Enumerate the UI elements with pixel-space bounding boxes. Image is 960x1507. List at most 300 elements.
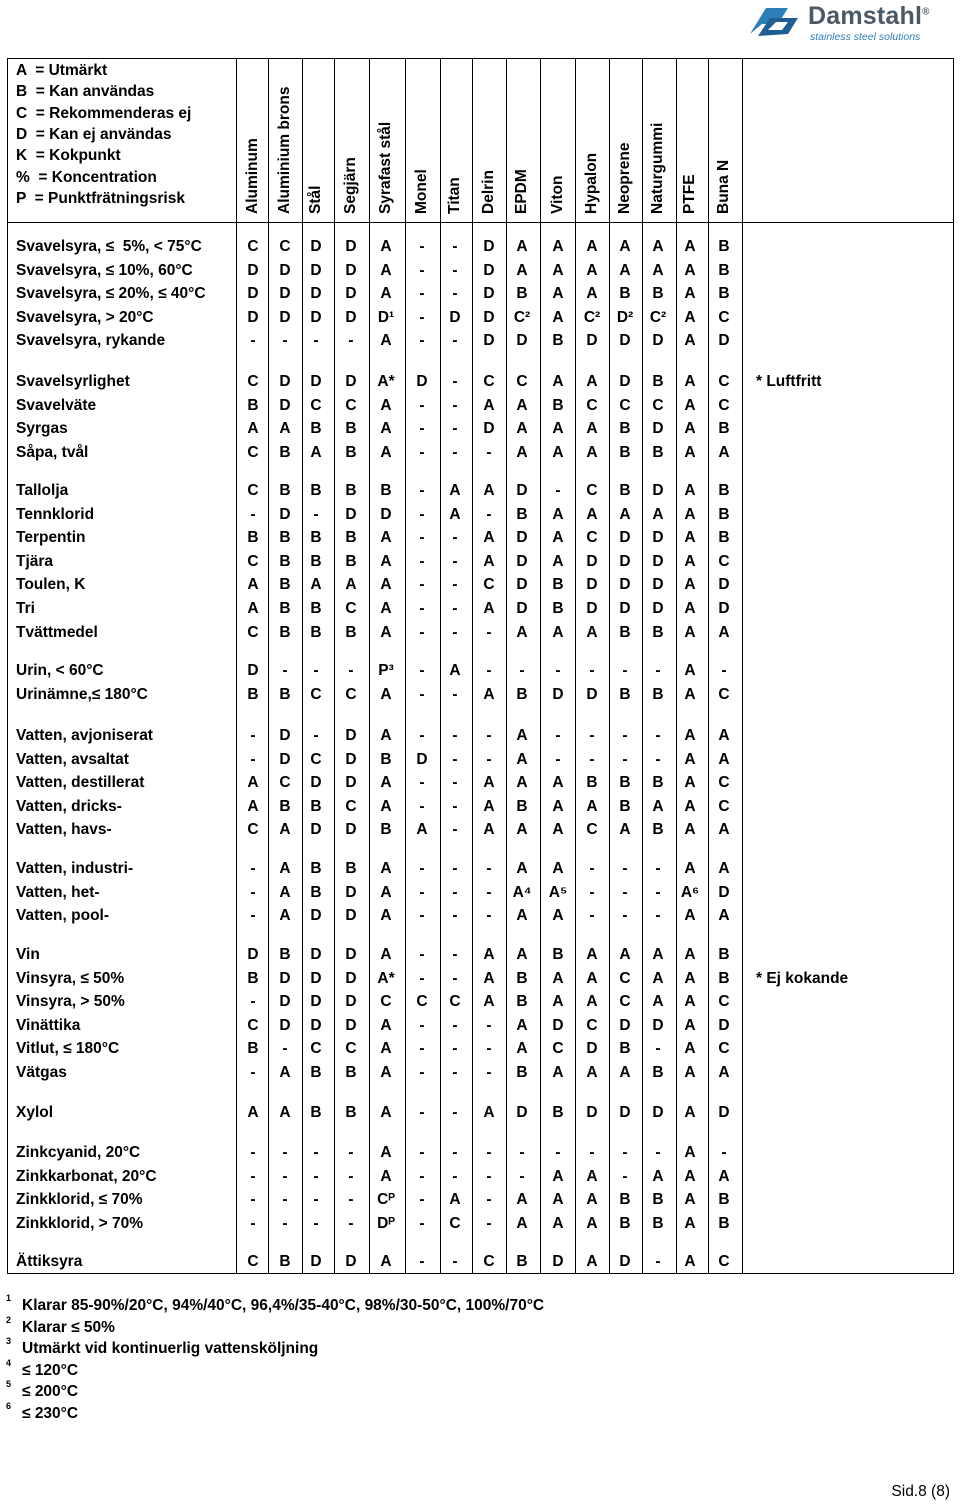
- table-cell: C: [718, 797, 730, 815]
- table-cell: B: [279, 946, 291, 963]
- table-cell: D: [247, 946, 259, 963]
- table-cell: D: [619, 332, 631, 350]
- table-cell: D: [619, 576, 631, 594]
- table-cell: -: [419, 332, 425, 350]
- table-cell: D: [652, 482, 664, 499]
- table-cell: -: [721, 1144, 727, 1161]
- table-cell: -: [419, 1253, 425, 1270]
- table-cell: D: [279, 396, 291, 414]
- table-cell: A: [718, 907, 730, 925]
- table-cell: A: [684, 662, 696, 679]
- table-cell: B: [552, 600, 564, 617]
- row-label: Toulen, K: [16, 576, 86, 594]
- table-cell: A: [586, 797, 598, 815]
- row-label: Urin, < 60°C: [16, 662, 104, 679]
- table-cell: A: [483, 993, 495, 1011]
- table-cell: A: [586, 443, 598, 461]
- table-cell: A: [279, 821, 291, 839]
- table-cell: D: [310, 774, 322, 792]
- table-cell: A: [380, 1016, 392, 1034]
- table-cell: B: [279, 576, 291, 594]
- table-cell: B: [619, 420, 631, 438]
- table-cell: A: [247, 600, 259, 617]
- table-cell: A: [380, 1040, 392, 1058]
- table-cell: A: [684, 969, 696, 987]
- table-cell: A: [684, 332, 696, 350]
- table-cell: D: [516, 529, 528, 547]
- table-cell: A: [279, 1064, 291, 1081]
- table-cell: A*: [377, 969, 395, 987]
- table-cell: B: [345, 443, 357, 461]
- table-cell: A: [380, 685, 392, 703]
- row-label: Vatten, het-: [16, 883, 100, 901]
- table-cell: A: [684, 1104, 696, 1121]
- row-label: Terpentin: [16, 529, 86, 547]
- table-cell: A: [684, 1214, 696, 1232]
- table-cell: A: [552, 285, 564, 303]
- table-cell: D: [345, 993, 357, 1011]
- row-label: Svavelsyra, > 20°C: [16, 308, 154, 326]
- table-cell: -: [622, 1167, 628, 1185]
- table-cell: B: [652, 373, 664, 390]
- table-cell: C: [619, 396, 631, 414]
- row-label: Vatten, destillerat: [16, 774, 145, 792]
- table-cell: -: [419, 1144, 425, 1161]
- table-cell: A: [552, 1064, 564, 1081]
- table-cell: B: [516, 969, 528, 987]
- table-cell: A: [380, 883, 392, 901]
- table-cell: A: [310, 443, 322, 461]
- table-cell: A: [586, 623, 598, 641]
- table-cell: A: [684, 285, 696, 303]
- table-cell: A: [552, 821, 564, 839]
- table-cell: D: [345, 821, 357, 839]
- table-cell: -: [452, 529, 458, 547]
- table-cell: C: [247, 1253, 259, 1270]
- table-cell: B: [247, 396, 259, 414]
- table-cell: B: [279, 1253, 291, 1270]
- table-cell: A: [652, 238, 664, 255]
- table-cell: A: [516, 1040, 528, 1058]
- table-cell: A: [449, 1191, 461, 1209]
- column-divider: [742, 58, 743, 1274]
- table-cell: D: [483, 285, 495, 303]
- table-cell: A: [310, 576, 322, 594]
- column-divider: [540, 58, 541, 1274]
- table-cell: -: [721, 662, 727, 679]
- table-cell: -: [452, 1167, 458, 1185]
- row-label: Vatten, havs-: [16, 821, 112, 839]
- table-cell: C: [310, 685, 322, 703]
- table-cell: C: [718, 993, 730, 1011]
- table-cell: B: [516, 685, 528, 703]
- table-cell: D: [483, 238, 495, 255]
- table-cell: D: [586, 600, 598, 617]
- table-cell: -: [519, 1144, 525, 1161]
- table-cell: C: [619, 993, 631, 1011]
- table-cell: -: [282, 1167, 288, 1185]
- table-cell: -: [486, 1016, 492, 1034]
- table-cell: D: [718, 332, 730, 350]
- table-cell: A: [279, 883, 291, 901]
- table-cell: A: [552, 623, 564, 641]
- table-cell: -: [486, 1064, 492, 1081]
- table-cell: A: [586, 993, 598, 1011]
- table-cell: B: [310, 482, 322, 499]
- table-cell: D: [552, 1016, 564, 1034]
- table-cell: -: [250, 1214, 256, 1232]
- table-cell: B: [345, 860, 357, 877]
- table-cell: -: [486, 443, 492, 461]
- table-cell: D: [380, 505, 392, 523]
- table-cell: D: [718, 576, 730, 594]
- table-cell: C: [345, 685, 357, 703]
- table-cell: -: [655, 860, 661, 877]
- table-cell: B: [516, 1064, 528, 1081]
- table-cell: A: [552, 308, 564, 326]
- table-cell: D: [345, 373, 357, 390]
- table-cell: D: [516, 1104, 528, 1121]
- table-cell: D: [652, 1016, 664, 1034]
- table-cell: B: [279, 529, 291, 547]
- table-cell: D: [279, 261, 291, 279]
- table-cell: -: [419, 774, 425, 792]
- table-cell: D: [586, 1104, 598, 1121]
- table-cell: D: [345, 285, 357, 303]
- row-label: Syrgas: [16, 420, 68, 438]
- table-cell: B: [345, 420, 357, 438]
- table-cell: B: [279, 685, 291, 703]
- table-cell: A: [380, 443, 392, 461]
- table-cell: -: [419, 1167, 425, 1185]
- column-header-label: EPDM: [513, 169, 530, 214]
- table-cell: C: [483, 576, 495, 594]
- table-cell: C: [380, 993, 392, 1011]
- table-cell: B: [345, 482, 357, 499]
- table-cell: -: [589, 1144, 595, 1161]
- table-cell: C: [718, 373, 730, 390]
- table-cell: A: [380, 552, 392, 570]
- table-cell: -: [555, 482, 561, 499]
- table-cell: D: [279, 373, 291, 390]
- table-cell: C: [586, 529, 598, 547]
- table-cell: -: [419, 482, 425, 499]
- table-cell: D: [552, 1253, 564, 1270]
- table-cell: D: [586, 332, 598, 350]
- table-cell: A: [380, 420, 392, 438]
- table-cell: A: [652, 797, 664, 815]
- table-cell: C: [586, 821, 598, 839]
- table-cell: -: [452, 1144, 458, 1161]
- table-cell: -: [622, 883, 628, 901]
- table-cell: -: [452, 774, 458, 792]
- table-cell: B: [516, 993, 528, 1011]
- table-cell: D: [345, 1253, 357, 1270]
- table-cell: -: [589, 907, 595, 925]
- column-header-label: Monel: [413, 169, 430, 214]
- table-cell: -: [655, 727, 661, 744]
- table-cell: A: [552, 1191, 564, 1209]
- table-cell: -: [313, 1191, 319, 1209]
- table-cell: -: [655, 883, 661, 901]
- table-cell: D: [345, 261, 357, 279]
- column-header-label: Buna N: [715, 159, 732, 214]
- table-cell: A: [652, 1167, 664, 1185]
- table-cell: -: [486, 1144, 492, 1161]
- table-cell: -: [250, 1144, 256, 1161]
- table-cell: B: [652, 774, 664, 792]
- table-cell: A: [380, 285, 392, 303]
- table-cell: A: [516, 821, 528, 839]
- table-cell: A: [380, 1167, 392, 1185]
- row-label: Svavelsyra, ≤ 20%, ≤ 40°C: [16, 285, 206, 303]
- table-cell: -: [419, 797, 425, 815]
- table-cell: C: [310, 750, 322, 768]
- table-cell: B: [619, 623, 631, 641]
- row-label: Vinättika: [16, 1016, 81, 1034]
- table-cell: -: [519, 662, 525, 679]
- row-label: Zinkcyanid, 20°C: [16, 1144, 141, 1161]
- table-cell: A: [684, 750, 696, 768]
- table-cell: C²: [583, 308, 601, 326]
- table-cell: A: [552, 797, 564, 815]
- table-cell: A: [483, 529, 495, 547]
- table-cell: -: [419, 1214, 425, 1232]
- table-cell: B: [516, 797, 528, 815]
- table-cell: D: [345, 907, 357, 925]
- table-cell: -: [250, 1064, 256, 1081]
- row-label: Vinsyra, > 50%: [16, 993, 125, 1011]
- table-cell: B: [345, 1064, 357, 1081]
- table-cell: -: [282, 662, 288, 679]
- column-divider: [334, 58, 335, 1274]
- table-cell: -: [250, 332, 256, 350]
- table-cell: A: [516, 774, 528, 792]
- table-cell: B: [380, 750, 392, 768]
- table-cell: A: [552, 552, 564, 570]
- table-cell: D: [483, 332, 495, 350]
- table-cell: D: [652, 332, 664, 350]
- row-label: Vitlut, ≤ 180°C: [16, 1040, 120, 1058]
- table-cell: D: [416, 750, 428, 768]
- table-cell: B: [718, 969, 730, 987]
- table-cell: -: [452, 797, 458, 815]
- table-cell: -: [313, 662, 319, 679]
- table-cell: A: [380, 396, 392, 414]
- table-cell: A: [586, 420, 598, 438]
- table-cell: D: [310, 993, 322, 1011]
- table-cell: A⁶: [680, 883, 700, 901]
- table-cell: B: [380, 482, 392, 499]
- table-cell: C: [247, 373, 259, 390]
- column-header-label: Aluminium brons: [276, 86, 293, 214]
- table-cell: -: [555, 727, 561, 744]
- table-cell: B: [652, 685, 664, 703]
- table-cell: -: [486, 860, 492, 877]
- table-cell: -: [250, 883, 256, 901]
- table-cell: -: [622, 727, 628, 744]
- table-cell: D: [279, 505, 291, 523]
- table-cell: -: [452, 1104, 458, 1121]
- table-cell: B: [552, 332, 564, 350]
- table-cell: B: [652, 443, 664, 461]
- table-cell: -: [589, 662, 595, 679]
- table-cell: A: [586, 285, 598, 303]
- table-cell: A: [684, 1016, 696, 1034]
- table-cell: -: [419, 907, 425, 925]
- table-cell: A: [516, 1016, 528, 1034]
- table-cell: A: [652, 946, 664, 963]
- table-cell: A: [516, 238, 528, 255]
- table-cell: A: [684, 420, 696, 438]
- table-cell: B: [247, 685, 259, 703]
- table-cell: D: [247, 662, 259, 679]
- table-cell: -: [419, 685, 425, 703]
- table-cell: B: [552, 1104, 564, 1121]
- table-cell: A: [684, 238, 696, 255]
- table-cell: D: [586, 1040, 598, 1058]
- table-cell: -: [348, 1191, 354, 1209]
- table-cell: C: [247, 238, 259, 255]
- table-cell: A: [684, 946, 696, 963]
- table-cell: A: [552, 420, 564, 438]
- table-cell: D: [619, 529, 631, 547]
- table-cell: -: [452, 685, 458, 703]
- table-cell: -: [486, 505, 492, 523]
- table-cell: A: [684, 1191, 696, 1209]
- table-cell: -: [452, 1064, 458, 1081]
- table-cell: B: [310, 860, 322, 877]
- table-cell: D: [586, 576, 598, 594]
- table-cell: B: [279, 552, 291, 570]
- table-cell: A: [416, 821, 428, 839]
- table-cell: -: [452, 907, 458, 925]
- damstahl-logo: [748, 2, 948, 46]
- column-divider: [236, 58, 237, 1274]
- table-cell: -: [250, 505, 256, 523]
- table-cell: C: [652, 396, 664, 414]
- table-cell: -: [622, 860, 628, 877]
- table-cell: D: [516, 482, 528, 499]
- table-cell: B: [279, 600, 291, 617]
- table-cell: -: [348, 1214, 354, 1232]
- table-cell: A: [619, 261, 631, 279]
- table-cell: -: [419, 285, 425, 303]
- table-cell: -: [452, 285, 458, 303]
- table-cell: A: [619, 1064, 631, 1081]
- legend-item: % = Koncentration: [16, 168, 157, 186]
- table-cell: A: [684, 623, 696, 641]
- table-cell: A: [684, 1253, 696, 1270]
- table-cell: D: [279, 969, 291, 987]
- brand-name: Damstahl®: [808, 2, 930, 30]
- table-cell: D: [552, 685, 564, 703]
- table-cell: -: [486, 1191, 492, 1209]
- table-cell: A: [718, 727, 730, 744]
- table-cell: -: [555, 750, 561, 768]
- table-cell: -: [486, 727, 492, 744]
- table-cell: D: [652, 600, 664, 617]
- table-cell: B: [652, 1064, 664, 1081]
- table-cell: A: [449, 482, 461, 499]
- table-cell: A: [247, 576, 259, 594]
- table-cell: D: [345, 727, 357, 744]
- table-cell: D: [619, 1253, 631, 1270]
- table-cell: C: [345, 396, 357, 414]
- table-cell: -: [282, 1191, 288, 1209]
- table-cell: C: [416, 993, 428, 1011]
- table-cell: A: [586, 1214, 598, 1232]
- table-cell: B: [279, 623, 291, 641]
- table-cell: A: [380, 1144, 392, 1161]
- table-cell: A: [380, 1253, 392, 1270]
- table-cell: C: [718, 685, 730, 703]
- table-cell: -: [452, 600, 458, 617]
- table-cell: C: [718, 308, 730, 326]
- row-label: Svavelsyra, ≤ 10%, 60°C: [16, 261, 193, 279]
- table-cell: D: [247, 261, 259, 279]
- table-cell: B: [345, 623, 357, 641]
- table-cell: B: [516, 1253, 528, 1270]
- legend-item: C = Rekommenderas ej: [16, 104, 192, 122]
- table-cell: -: [655, 907, 661, 925]
- table-cell: A: [718, 821, 730, 839]
- table-cell: -: [519, 1167, 525, 1185]
- table-cell: B: [247, 529, 259, 547]
- table-cell: A: [516, 1214, 528, 1232]
- table-cell: A: [619, 821, 631, 839]
- table-cell: A: [684, 373, 696, 390]
- table-cell: B: [247, 969, 259, 987]
- table-cell: D: [718, 883, 730, 901]
- table-cell: A*: [377, 373, 395, 390]
- footnote-number: 3: [6, 1336, 12, 1346]
- table-cell: D: [718, 600, 730, 617]
- table-cell: -: [655, 750, 661, 768]
- table-cell: -: [452, 443, 458, 461]
- table-cell: -: [452, 1040, 458, 1058]
- table-cell: -: [589, 860, 595, 877]
- table-cell: A: [380, 238, 392, 255]
- table-cell: B: [345, 1104, 357, 1121]
- table-cell: C: [247, 623, 259, 641]
- table-cell: C: [586, 396, 598, 414]
- table-cell: D: [345, 774, 357, 792]
- table-cell: A: [483, 600, 495, 617]
- table-cell: D: [483, 308, 495, 326]
- table-cell: -: [348, 1167, 354, 1185]
- table-cell: -: [250, 727, 256, 744]
- table-cell: D: [586, 685, 598, 703]
- table-cell: -: [250, 907, 256, 925]
- table-cell: A: [684, 860, 696, 877]
- table-cell: B: [279, 443, 291, 461]
- table-cell: -: [655, 1144, 661, 1161]
- table-cell: D: [310, 285, 322, 303]
- table-cell: D: [345, 946, 357, 963]
- table-cell: D: [345, 883, 357, 901]
- table-cell: A: [552, 1167, 564, 1185]
- table-cell: -: [452, 420, 458, 438]
- table-cell: -: [348, 1144, 354, 1161]
- table-cell: C: [247, 552, 259, 570]
- table-cell: A: [380, 860, 392, 877]
- table-cell: B: [552, 576, 564, 594]
- table-cell: A: [247, 797, 259, 815]
- table-cell: A: [552, 969, 564, 987]
- table-cell: -: [313, 1144, 319, 1161]
- table-cell: D: [279, 308, 291, 326]
